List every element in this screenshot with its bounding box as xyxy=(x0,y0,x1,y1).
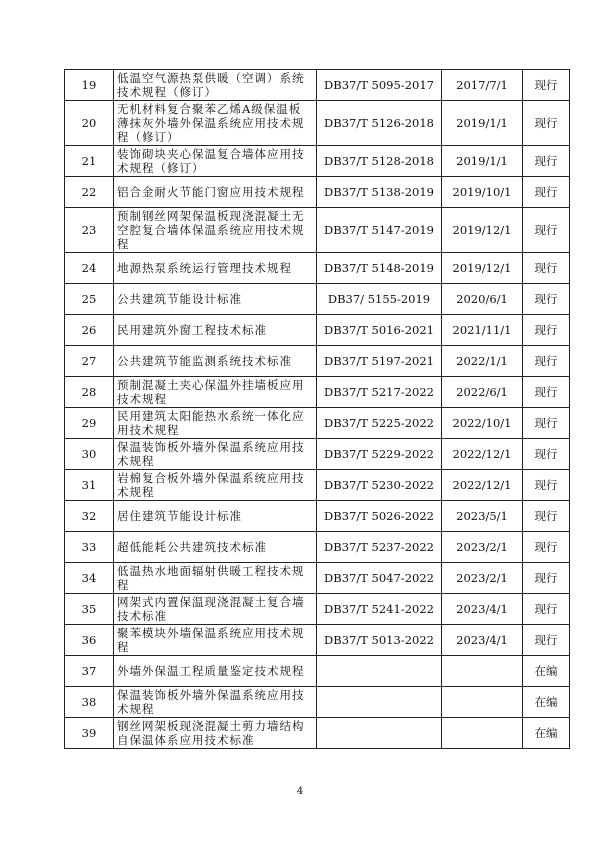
effective-date: 2023/2/1 xyxy=(442,563,523,594)
status-label: 现行 xyxy=(523,146,570,177)
row-number: 25 xyxy=(65,284,114,315)
status-label: 现行 xyxy=(523,284,570,315)
status-label: 现行 xyxy=(523,253,570,284)
standard-name: 地源热泵系统运行管理技术规程 xyxy=(114,253,317,284)
standard-name: 外墙外保温工程质量鉴定技术规程 xyxy=(114,656,317,687)
row-number: 30 xyxy=(65,439,114,470)
effective-date xyxy=(442,687,523,718)
status-label: 在编 xyxy=(523,718,570,749)
effective-date: 2019/12/1 xyxy=(442,253,523,284)
standard-code: DB37/T 5225-2022 xyxy=(317,408,442,439)
effective-date: 2023/4/1 xyxy=(442,594,523,625)
effective-date: 2022/6/1 xyxy=(442,377,523,408)
standard-name: 保温装饰板外墙外保温系统应用技术规程 xyxy=(114,439,317,470)
table-row xyxy=(65,439,570,470)
row-number: 39 xyxy=(65,718,114,749)
standard-name: 铝合金耐火节能门窗应用技术规程 xyxy=(114,177,317,208)
row-number: 29 xyxy=(65,408,114,439)
effective-date: 2023/5/1 xyxy=(442,501,523,532)
standards-table xyxy=(64,69,570,749)
effective-date: 2023/4/1 xyxy=(442,625,523,656)
table-row xyxy=(65,315,570,346)
standard-name: 公共建筑节能设计标准 xyxy=(114,284,317,315)
status-label: 在编 xyxy=(523,687,570,718)
table-row xyxy=(65,718,570,749)
row-number: 27 xyxy=(65,346,114,377)
row-number: 37 xyxy=(65,656,114,687)
table-row xyxy=(65,101,570,146)
standard-name: 岩棉复合板外墙外保温系统应用技术规程 xyxy=(114,470,317,501)
effective-date: 2021/11/1 xyxy=(442,315,523,346)
table-row xyxy=(65,253,570,284)
table-row xyxy=(65,656,570,687)
standard-code: DB37/T 5217-2022 xyxy=(317,377,442,408)
status-label: 现行 xyxy=(523,625,570,656)
table-row xyxy=(65,346,570,377)
standard-code: DB37/T 5148-2019 xyxy=(317,253,442,284)
standard-code: DB37/T 5047-2022 xyxy=(317,563,442,594)
status-label: 现行 xyxy=(523,501,570,532)
standard-name: 保温装饰板外墙外保温系统应用技术规程 xyxy=(114,687,317,718)
standard-code xyxy=(317,656,442,687)
row-number: 23 xyxy=(65,208,114,253)
status-label: 现行 xyxy=(523,208,570,253)
table-row xyxy=(65,70,570,101)
standard-name: 网架式内置保温现浇混凝土复合墙技术标准 xyxy=(114,594,317,625)
table-row xyxy=(65,563,570,594)
row-number: 24 xyxy=(65,253,114,284)
table-row xyxy=(65,408,570,439)
page-number: 4 xyxy=(296,786,304,797)
effective-date: 2019/1/1 xyxy=(442,101,523,146)
status-label: 现行 xyxy=(523,101,570,146)
table-row xyxy=(65,470,570,501)
standard-code: DB37/T 5138-2019 xyxy=(317,177,442,208)
standard-name: 超低能耗公共建筑技术标准 xyxy=(114,532,317,563)
effective-date: 2022/10/1 xyxy=(442,408,523,439)
standard-code: DB37/T 5126-2018 xyxy=(317,101,442,146)
effective-date: 2022/1/1 xyxy=(442,346,523,377)
row-number: 21 xyxy=(65,146,114,177)
row-number: 33 xyxy=(65,532,114,563)
standard-code: DB37/ 5155-2019 xyxy=(317,284,442,315)
table-row xyxy=(65,594,570,625)
standard-name: 无机材料复合聚苯乙烯A级保温板薄抹灰外墙外保温系统应用技术规程（修订） xyxy=(114,101,317,146)
effective-date: 2019/12/1 xyxy=(442,208,523,253)
table-row xyxy=(65,625,570,656)
standard-code: DB37/T 5147-2019 xyxy=(317,208,442,253)
status-label: 现行 xyxy=(523,70,570,101)
standard-name: 预制钢丝网架保温板现浇混凝土无空腔复合墙体保温系统应用技术规程 xyxy=(114,208,317,253)
status-label: 现行 xyxy=(523,177,570,208)
effective-date: 2023/2/1 xyxy=(442,532,523,563)
effective-date: 2022/12/1 xyxy=(442,470,523,501)
standard-name: 预制混凝土夹心保温外挂墙板应用技术规程 xyxy=(114,377,317,408)
standard-name: 居住建筑节能设计标准 xyxy=(114,501,317,532)
standard-code: DB37/T 5230-2022 xyxy=(317,470,442,501)
effective-date: 2019/1/1 xyxy=(442,146,523,177)
row-number: 31 xyxy=(65,470,114,501)
status-label: 现行 xyxy=(523,439,570,470)
status-label: 现行 xyxy=(523,408,570,439)
standard-code: DB37/T 5197-2021 xyxy=(317,346,442,377)
table-row xyxy=(65,146,570,177)
standard-code: DB37/T 5016-2021 xyxy=(317,315,442,346)
effective-date xyxy=(442,718,523,749)
standard-name: 低温空气源热泵供暖（空调）系统技术规程（修订） xyxy=(114,70,317,101)
status-label: 现行 xyxy=(523,594,570,625)
standard-name: 民用建筑太阳能热水系统一体化应用技术规程 xyxy=(114,408,317,439)
standard-code xyxy=(317,718,442,749)
table-row xyxy=(65,377,570,408)
table-row xyxy=(65,532,570,563)
standard-name: 低温热水地面辐射供暖工程技术规程 xyxy=(114,563,317,594)
status-label: 现行 xyxy=(523,470,570,501)
standard-code: DB37/T 5095-2017 xyxy=(317,70,442,101)
status-label: 现行 xyxy=(523,563,570,594)
standard-code: DB37/T 5229-2022 xyxy=(317,439,442,470)
table-row xyxy=(65,208,570,253)
standard-code: DB37/T 5237-2022 xyxy=(317,532,442,563)
standard-name: 聚苯模块外墙保温系统应用技术规程 xyxy=(114,625,317,656)
standard-name: 民用建筑外窗工程技术标准 xyxy=(114,315,317,346)
effective-date: 2019/10/1 xyxy=(442,177,523,208)
row-number: 38 xyxy=(65,687,114,718)
status-label: 现行 xyxy=(523,346,570,377)
row-number: 28 xyxy=(65,377,114,408)
standard-name: 钢丝网架板现浇混凝土剪力墙结构自保温体系应用技术标准 xyxy=(114,718,317,749)
row-number: 32 xyxy=(65,501,114,532)
standard-name: 装饰砌块夹心保温复合墙体应用技术规程（修订） xyxy=(114,146,317,177)
status-label: 现行 xyxy=(523,315,570,346)
standard-name: 公共建筑节能监测系统技术标准 xyxy=(114,346,317,377)
standard-code: DB37/T 5026-2022 xyxy=(317,501,442,532)
effective-date: 2017/7/1 xyxy=(442,70,523,101)
standard-code xyxy=(317,687,442,718)
table-row xyxy=(65,284,570,315)
row-number: 34 xyxy=(65,563,114,594)
status-label: 现行 xyxy=(523,377,570,408)
table-row xyxy=(65,501,570,532)
standards-table-body xyxy=(65,70,570,749)
row-number: 26 xyxy=(65,315,114,346)
row-number: 20 xyxy=(65,101,114,146)
row-number: 19 xyxy=(65,70,114,101)
effective-date: 2020/6/1 xyxy=(442,284,523,315)
standard-code: DB37/T 5241-2022 xyxy=(317,594,442,625)
effective-date xyxy=(442,656,523,687)
status-label: 在编 xyxy=(523,656,570,687)
standard-code: DB37/T 5013-2022 xyxy=(317,625,442,656)
table-row xyxy=(65,177,570,208)
table-row xyxy=(65,687,570,718)
status-label: 现行 xyxy=(523,532,570,563)
standard-code: DB37/T 5128-2018 xyxy=(317,146,442,177)
row-number: 22 xyxy=(65,177,114,208)
row-number: 35 xyxy=(65,594,114,625)
effective-date: 2022/12/1 xyxy=(442,439,523,470)
row-number: 36 xyxy=(65,625,114,656)
